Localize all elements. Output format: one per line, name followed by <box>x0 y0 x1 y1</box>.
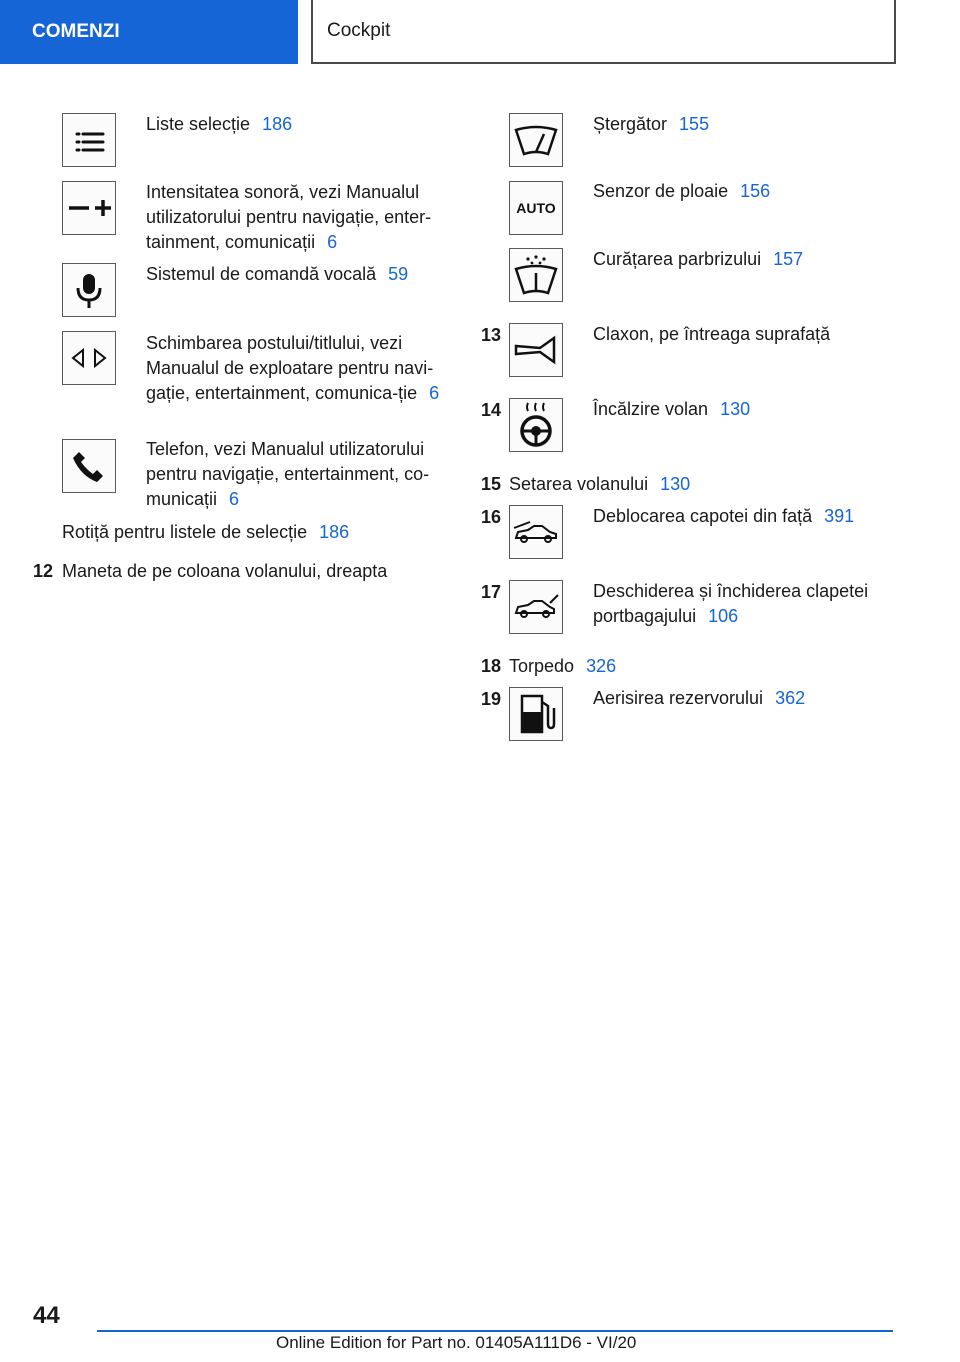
list-item: Ștergător 155 <box>593 114 710 134</box>
list-item: Maneta de pe coloana volanului, dreapta <box>62 561 388 581</box>
list-item: Curățarea parbrizului 157 <box>593 249 804 269</box>
page-ref-link[interactable]: 186 <box>262 114 293 134</box>
section-tab: COMENZI <box>0 0 298 64</box>
list-item: Încălzire volan 130 <box>593 399 751 419</box>
item-number: 19 <box>481 689 502 709</box>
page-ref-link[interactable]: 391 <box>824 506 855 526</box>
page-ref-link[interactable]: 106 <box>708 606 739 626</box>
page-ref-link[interactable]: 155 <box>679 114 710 134</box>
auto-icon <box>509 181 563 235</box>
item-number: 12 <box>33 561 54 581</box>
trunk-icon <box>509 580 563 634</box>
item-number: 18 <box>481 656 502 676</box>
list-item: Senzor de ploaie 156 <box>593 181 771 201</box>
svg-text:AUTO: AUTO <box>516 200 556 216</box>
list-item: Schimbarea postului/titlului, vezi Manualul de exploatare pentru navi-gație, entertainment, comunica-ție 6 <box>146 333 440 403</box>
prev-next-icon <box>62 331 116 385</box>
list-icon <box>62 113 116 167</box>
page-ref-link[interactable]: 6 <box>429 383 440 403</box>
page-ref-link[interactable]: 59 <box>388 264 409 284</box>
footer-edition: Online Edition for Part no. 01405A111D6 - VI/20 <box>276 1333 637 1352</box>
page-ref-link[interactable]: 130 <box>660 474 691 494</box>
list-item: Torpedo 326 <box>509 656 617 676</box>
item-number: 14 <box>481 400 502 420</box>
page-ref-link[interactable]: 130 <box>720 399 751 419</box>
page-ref-link[interactable]: 6 <box>229 489 240 509</box>
list-item: Setarea volanului 130 <box>509 474 691 494</box>
voice-icon <box>62 263 116 317</box>
list-item: Aerisirea rezervorului 362 <box>593 688 806 708</box>
page-ref-link[interactable]: 326 <box>586 656 617 676</box>
horn-icon <box>509 323 563 377</box>
page-number: 44 <box>33 1302 60 1329</box>
item-number: 13 <box>481 325 502 345</box>
minus-plus-icon <box>62 181 116 235</box>
phone-icon <box>62 439 116 493</box>
page-ref-link[interactable]: 362 <box>775 688 806 708</box>
page-ref-link[interactable]: 157 <box>773 249 804 269</box>
list-item: Telefon, vezi Manualul utilizatorului pentru navigație, entertainment, co-municații 6 <box>146 439 430 509</box>
fuel-icon <box>509 687 563 741</box>
hood-icon <box>509 505 563 559</box>
list-item: Sistemul de comandă vocală 59 <box>146 264 409 284</box>
item-number: 16 <box>481 507 502 527</box>
list-item: Liste selecție 186 <box>146 114 293 134</box>
list-item: Deblocarea capotei din față 391 <box>593 506 855 526</box>
chapter-tab: Cockpit <box>311 0 896 64</box>
page-ref-link[interactable]: 156 <box>740 181 771 201</box>
wiper-icon <box>509 113 563 167</box>
page-ref-link[interactable]: 6 <box>327 232 338 252</box>
list-item: Rotiță pentru listele de selecție 186 <box>62 522 350 542</box>
heated-wheel-icon <box>509 398 563 452</box>
list-item: Deschiderea și închiderea clapetei portbagajului 106 <box>593 581 869 626</box>
list-item: Intensitatea sonoră, vezi Manualul utilizatorului pentru navigație, enter-tainment, comunicații 6 <box>146 182 432 252</box>
item-number: 15 <box>481 474 502 494</box>
item-number: 17 <box>481 582 502 602</box>
footer-divider <box>97 1330 893 1332</box>
page-ref-link[interactable]: 186 <box>319 522 350 542</box>
washer-icon <box>509 248 563 302</box>
list-item: Claxon, pe întreaga suprafață <box>593 324 831 344</box>
